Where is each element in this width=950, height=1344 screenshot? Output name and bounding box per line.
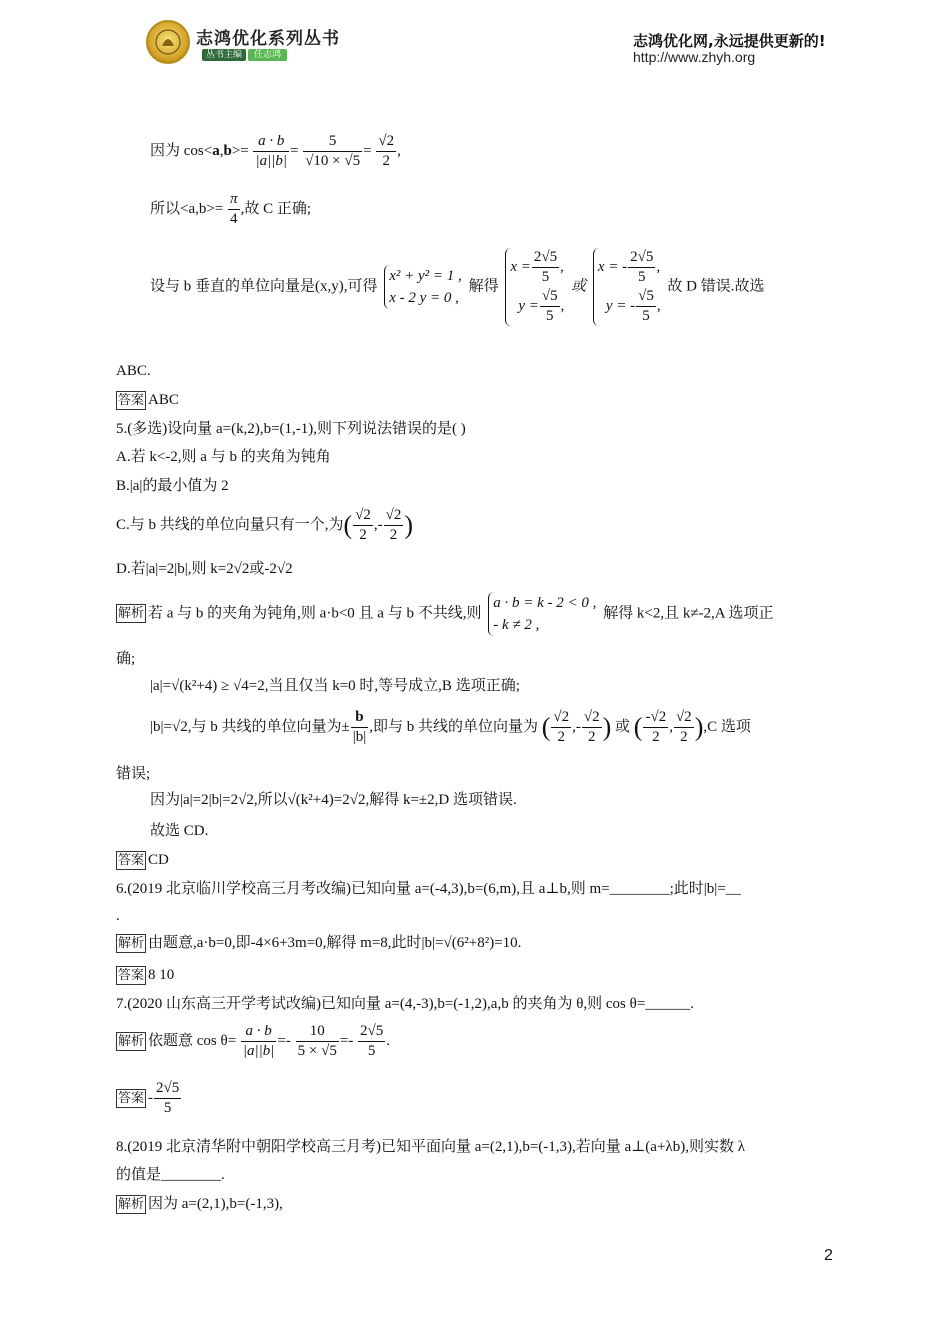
equation-system: a · b = k - 2 < 0 , - k ≠ 2 , [488,592,596,636]
analysis-8: 解析 因为 a=(2,1),b=(-1,3), [118,1196,283,1212]
fraction: $\frac{5}{√10 \times √5}$ [305,133,361,169]
fraction: $\frac{\pi}{4}$ [230,191,238,227]
answer-label: 答案 [118,393,145,408]
wrap-text: 的值是________. [116,1167,225,1183]
option-d: D.若|a|=2|b|,则 k=2√2或-2√2 [116,561,293,577]
equation-system: x² + y² = 1 , x - 2 y = 0 , [384,265,462,309]
header-slogan: 志鸿优化网,永远提供更新的! [633,32,826,50]
analysis-5-b: |a|=√(k²+4) ≥ √4=2,当且仅当 k=0 时,等号成立,B 选项正确; [150,678,520,694]
question-7: 7.(2020 山东高三开学考试改编)已知向量 a=(4,-3),b=(-1,2),a,b 的夹角为 θ,则 cos θ=______. [116,996,695,1012]
header-url[interactable]: http://www.zhyh.org [633,49,756,65]
answer-4: 答案 ABC [118,392,179,408]
page-number: 2 [824,1247,833,1264]
question-6: 6.(2019 北京临川学校高三月考改编)已知向量 a=(-4,3),b=(6,m),且 a⊥b,则 m=________;此时|b|=__ [116,881,741,897]
wrap-text: ABC. [116,363,151,379]
analysis-6: 解析 由题意,a·b=0,即-4×6+3m=0,解得 m=8,此时|b|=√(6²+8²)=10. [118,935,522,951]
angle-line: 所以<a,b>= $\frac{\pi}{4}$ ,故 C 正确; [150,191,311,227]
analysis-5-e: 故选 CD. [150,823,209,839]
analysis-7: 解析 依题意 cos θ= $\frac{a \cdot b}{|a||b|}$ =- $\frac{10}{5 \times √5}$ =- $\frac{2√5}{5}$ . [118,1023,391,1059]
answer-7: 答案 - $\frac{2√5}{5}$ [118,1080,180,1116]
brand-title: 志鸿优化系列丛书 [196,29,340,49]
fraction: $\frac{√2}{2}$ [378,133,395,169]
answer-5: 答案 CD [118,852,169,868]
answer-6: 答案 8 10 [118,967,175,983]
cos-line: 因为 cos<a,b>= $\frac{a \cdot b}{|a||b|}$ = $\frac{5}{√10 \times √5}$ = $\frac{√2}{2}$ , [150,133,401,169]
wrap-text: 错误; [116,766,151,782]
analysis-label: 解析 [118,1033,145,1049]
fraction: $\frac{a \cdot b}{|a||b|}$ [255,133,287,169]
page-header [0,0,950,90]
option-c: C.与 b 共线的单位向量只有一个,为( $\frac{√2}{2}$ ,- $\frac{√2}{2}$ ) [116,507,414,543]
perp-vector-line: 设与 b 垂直的单位向量是(x,y),可得 x² + y² = 1 , x - 2 y = 0 , 解得 x = $\frac{2√5}{5}$ , y = $\frac{√5}{5}$ , 或 x = - $\frac{2√5}{5}$ , y = - $\frac{√5}{5}$ , 故 D 错误.故选 [150,249,765,324]
answer-label: 答案 [118,853,145,868]
analysis-5-d: 因为|a|=2|b|=2√2,所以√(k²+4)=2√2,解得 k=±2,D 选项错误. [150,792,517,808]
analysis-5-c: |b|=√2,与 b 共线的单位向量为± $\frac{b}{|b|}$ ,即与 b 共线的单位向量为 ( $\frac{√2}{2}$ ,- $\frac{√2}{2}$ ) 或 ( $\frac{-√2}{2}$ , $\frac{√2}{2}$ ),C 选项 [150,709,751,745]
analysis-label: 解析 [118,936,145,951]
wrap-text: . [116,908,120,924]
wrap-text: 确; [116,651,136,667]
editor-name: 任志鸿 [248,49,287,61]
analysis-label: 解析 [118,1197,145,1212]
answer-label: 答案 [118,1090,145,1106]
analysis-label: 解析 [118,606,145,622]
editor-label: 丛书主编 [202,49,246,61]
brand-editor [202,47,287,60]
question-8: 8.(2019 北京清华附中朝阳学校高三月考)已知平面向量 a=(2,1),b=(-1,3),若向量 a⊥(a+λb),则实数 λ [116,1139,745,1155]
solution-1: x = $\frac{2√5}{5}$ , y = $\frac{√5}{5}$ , [505,248,564,326]
answer-label: 答案 [118,968,145,983]
solution-2: x = - $\frac{2√5}{5}$ , y = - $\frac{√5}{5}$ , [593,248,661,326]
option-b: B.|a|的最小值为 2 [116,478,229,494]
question-5: 5.(多选)设向量 a=(k,2),b=(1,-1),则下列说法错误的是( ) [116,421,466,437]
option-a: A.若 k<-2,则 a 与 b 的夹角为钝角 [116,449,331,465]
analysis-5: 解析 若 a 与 b 的夹角为钝角,则 a·b<0 且 a 与 b 不共线,则 a · b = k - 2 < 0 , - k ≠ 2 , 解得 k<2,且 k≠-2,A 选项正 [116,592,774,636]
brand-seal-icon [146,20,190,64]
